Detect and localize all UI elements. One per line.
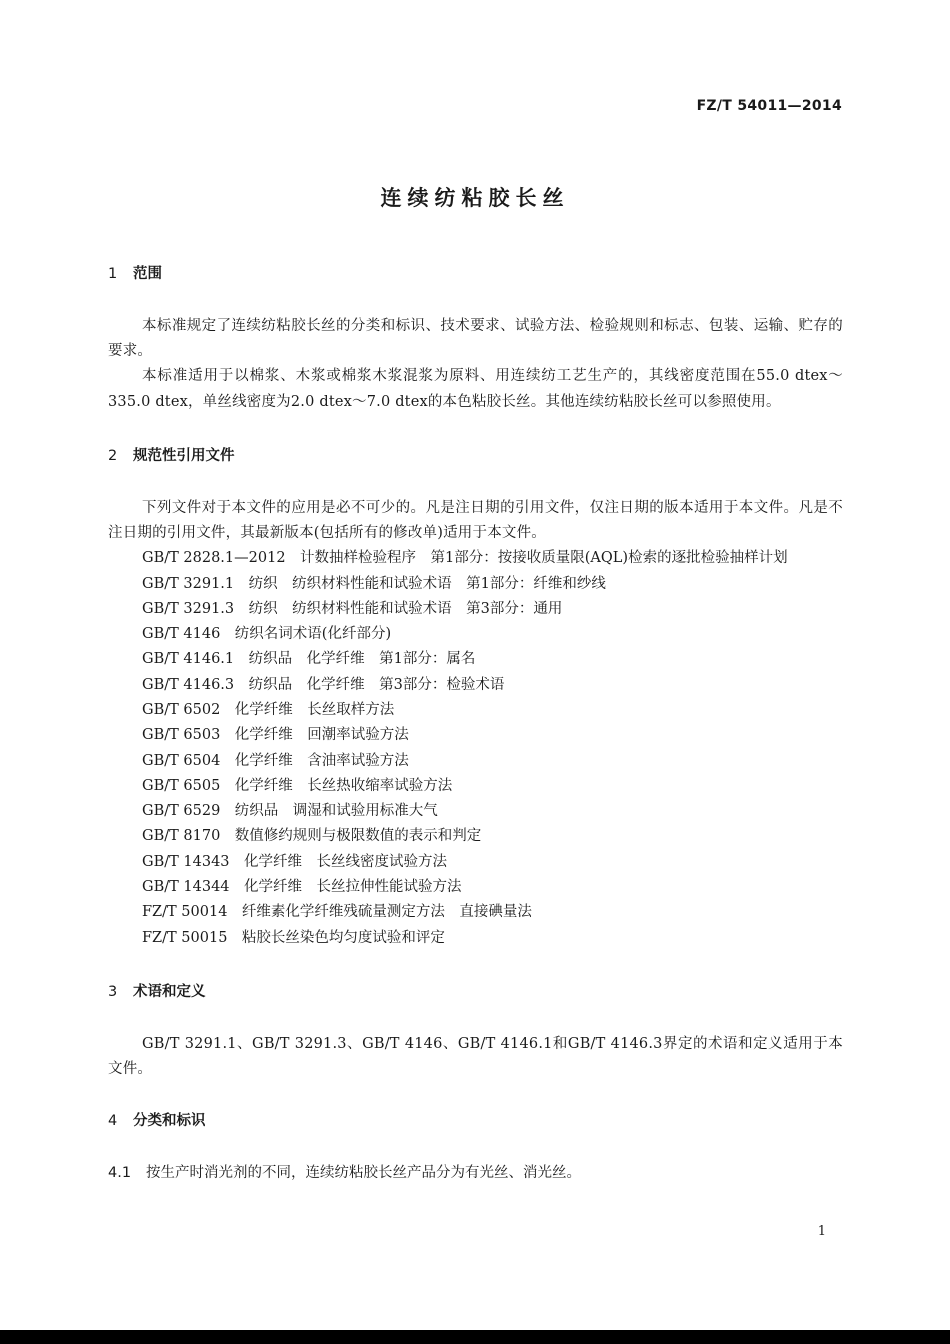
bottom-border-bar <box>0 1330 950 1344</box>
reference-item: GB/T 3291.1 纺织 纺织材料性能和试验术语 第1部分：纤维和纱线 <box>142 575 606 592</box>
reference-item: GB/T 8170 数值修约规则与极限数值的表示和判定 <box>142 828 482 845</box>
reference-item: FZ/T 50015 粘胶长丝染色均匀度试验和评定 <box>142 929 445 946</box>
section-title: 规范性引用文件 <box>133 447 235 464</box>
section-number: 3 <box>108 983 118 1000</box>
paragraph: 本标准规定了连续纺粘胶长丝的分类和标识、技术要求、试验方法、检验规则和标志、包装、运输、贮存的要求。 <box>108 318 843 360</box>
section-title: 术语和定义 <box>133 983 206 1000</box>
reference-item: GB/T 6503 化学纤维 回潮率试验方法 <box>142 727 409 744</box>
paragraph: GB/T 3291.1、GB/T 3291.3、GB/T 4146、GB/T 4146.1和GB/T 4146.3界定的术语和定义适用于本文件。 <box>108 1035 843 1078</box>
reference-item: GB/T 4146 纺织名词术语(化纤部分) <box>142 626 392 643</box>
section-classification <box>108 1109 843 1186</box>
clause <box>108 1161 843 1186</box>
reference-list <box>108 546 843 951</box>
section-heading <box>108 444 843 468</box>
section-heading <box>108 980 843 1004</box>
standard-code: FZ/T 54011—2014 <box>696 98 842 114</box>
reference-item: GB/T 3291.3 纺织 纺织材料性能和试验术语 第3部分：通用 <box>142 600 563 617</box>
reference-item: GB/T 14344 化学纤维 长丝拉伸性能试验方法 <box>142 879 462 896</box>
section-scope <box>108 262 843 415</box>
document-title: 连续纺粘胶长丝 <box>380 186 570 210</box>
page-number: 1 <box>817 1224 826 1239</box>
clause-text: 按生产时消光剂的不同，连续纺粘胶长丝产品分为有光丝、消光丝。 <box>146 1165 581 1182</box>
reference-item: GB/T 4146.3 纺织品 化学纤维 第3部分：检验术语 <box>142 676 505 693</box>
clause-number: 4.1 <box>108 1165 132 1182</box>
reference-item: GB/T 14343 化学纤维 长丝线密度试验方法 <box>142 853 448 870</box>
section-normative-references <box>108 444 843 951</box>
paragraph: 下列文件对于本文件的应用是必不可少的。凡是注日期的引用文件，仅注日期的版本适用于本文件。凡是不注日期的引用文件，其最新版本(包括所有的修改单)适用于本文件。 <box>108 499 843 542</box>
section-number: 1 <box>108 266 118 282</box>
reference-item: GB/T 6529 纺织品 调湿和试验用标准大气 <box>142 803 438 820</box>
reference-item: GB/T 6502 化学纤维 长丝取样方法 <box>142 702 395 718</box>
section-number: 2 <box>108 447 118 464</box>
reference-item: GB/T 6505 化学纤维 长丝热收缩率试验方法 <box>142 777 453 794</box>
reference-item: FZ/T 50014 纤维素化学纤维残硫量测定方法 直接碘量法 <box>142 904 532 921</box>
section-number: 4 <box>108 1113 118 1130</box>
section-terms-definitions <box>108 980 843 1082</box>
section-title: 范围 <box>133 266 162 282</box>
section-title: 分类和标识 <box>133 1113 206 1130</box>
reference-item: GB/T 4146.1 纺织品 化学纤维 第1部分：属名 <box>142 651 476 668</box>
section-heading <box>108 262 843 286</box>
document-body <box>108 262 843 1186</box>
reference-item: GB/T 6504 化学纤维 含油率试验方法 <box>142 752 409 769</box>
section-heading <box>108 1109 843 1133</box>
reference-item: GB/T 2828.1—2012 计数抽样检验程序 第1部分：按接收质量限(AQL)检索的逐批检验抽样计划 <box>142 550 788 567</box>
paragraph: 本标准适用于以棉浆、木浆或棉浆木浆混浆为原料、用连续纺工艺生产的，其线密度范围在55.0 dtex～335.0 dtex，单丝线密度为2.0 dtex～7.0 dtex的本色粘胶长丝。其他连续纺粘胶长丝可以参照使用。 <box>108 368 843 410</box>
